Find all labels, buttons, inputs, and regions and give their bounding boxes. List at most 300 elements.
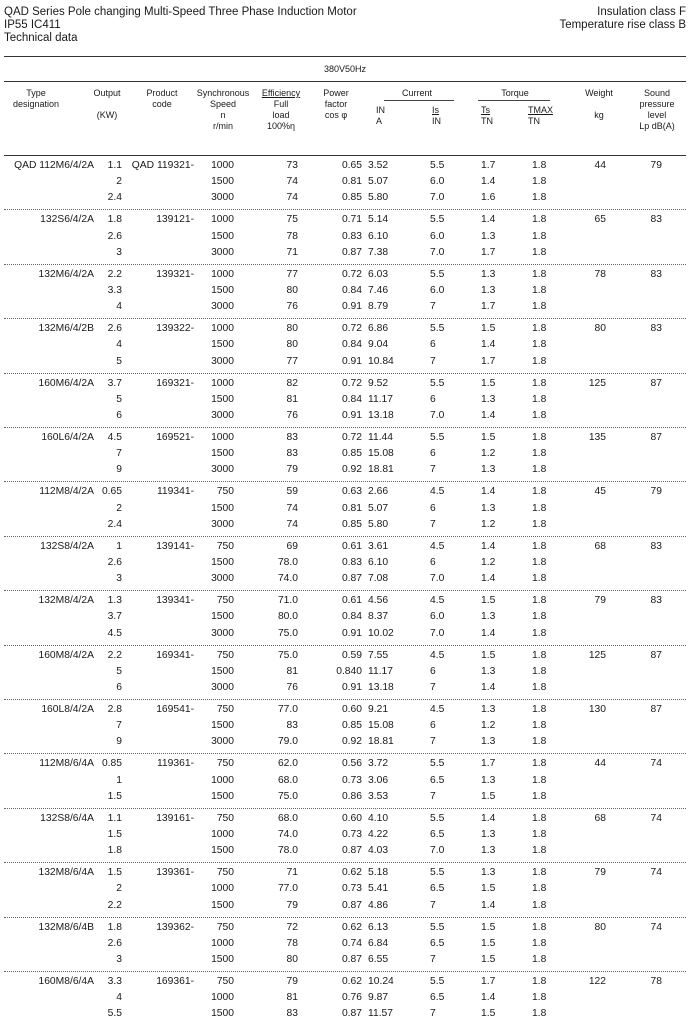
current-ratio-cell: 7.0: [430, 627, 445, 639]
power-factor-cell: 0.74: [341, 937, 362, 949]
rated-current-cell: 2.66: [368, 486, 389, 498]
max-torque-cell: 1.8: [532, 665, 547, 677]
efficiency-cell: 83: [286, 1008, 298, 1020]
max-torque-cell: 1.8: [532, 736, 547, 748]
max-torque-cell: 1.8: [532, 790, 547, 802]
rated-current-cell: 11.17: [368, 393, 394, 405]
speed-cell: 3000: [211, 192, 234, 204]
speed-cell: 1000: [211, 432, 234, 443]
max-torque-cell: 1.8: [532, 953, 547, 965]
speed-cell: 1500: [211, 845, 234, 857]
power-factor-cell: 0.73: [341, 774, 362, 786]
rated-current-cell: 5.80: [368, 518, 389, 530]
protection-rating: IP55 IC411: [4, 19, 61, 31]
output-cell: 2.4: [107, 192, 122, 204]
rated-current-cell: 3.72: [368, 758, 389, 770]
max-torque-cell: 1.8: [532, 393, 547, 405]
starting-torque-cell: 1.7: [481, 758, 496, 770]
sound-level-cell: 74: [650, 921, 662, 933]
output-cell: 1.8: [107, 921, 122, 933]
max-torque-cell: 1.8: [532, 176, 547, 188]
starting-torque-cell: 1.7: [481, 301, 496, 313]
starting-torque-cell: 1.3: [481, 736, 496, 748]
output-cell: 2.4: [107, 518, 122, 530]
efficiency-cell: 79: [286, 899, 298, 911]
rated-current-cell: 4.86: [368, 899, 389, 911]
speed-cell: 1500: [211, 176, 234, 188]
weight-cell: 80: [594, 323, 606, 335]
document-header: [0, 0, 690, 52]
efficiency-cell: 74: [286, 502, 298, 514]
header-efficiency: Efficiency Full load 100%η: [261, 88, 301, 131]
product-code: QAD 119321-: [131, 160, 194, 171]
power-factor-cell: 0.73: [341, 828, 362, 840]
starting-torque-cell: 1.5: [481, 953, 496, 965]
product-code: 139341-: [156, 595, 194, 607]
group-divider: [4, 536, 686, 537]
speed-cell: 750: [216, 486, 234, 498]
starting-torque-cell: 1.3: [481, 828, 496, 840]
starting-torque-cell: 1.5: [481, 323, 496, 335]
power-factor-cell: 0.87: [341, 1008, 362, 1020]
current-ratio-cell: 7.0: [430, 573, 445, 585]
starting-torque-cell: 1.5: [481, 921, 496, 933]
weight-cell: 78: [594, 268, 606, 280]
max-torque-cell: 1.8: [532, 845, 547, 857]
power-factor-cell: 0.81: [341, 502, 362, 514]
speed-cell: 3000: [211, 355, 234, 367]
efficiency-cell: 74: [286, 176, 298, 188]
starting-torque-cell: 1.3: [481, 845, 496, 857]
speed-cell: 1500: [211, 665, 234, 677]
efficiency-cell: 80: [286, 284, 298, 296]
starting-torque-cell: 1.5: [481, 790, 496, 802]
rated-current-cell: 15.08: [368, 720, 394, 732]
speed-cell: 1000: [211, 828, 234, 840]
speed-cell: 1000: [211, 883, 234, 895]
efficiency-cell: 80: [286, 953, 298, 965]
max-torque-cell: 1.8: [532, 160, 547, 171]
output-cell: 1.3: [107, 595, 122, 607]
speed-cell: 750: [216, 704, 234, 715]
power-factor-cell: 0.60: [341, 812, 362, 824]
product-code: 119361-: [156, 758, 194, 770]
sound-level-cell: 79: [650, 160, 662, 171]
group-divider: [4, 481, 686, 482]
type-designation: 112M8/4/2A: [39, 486, 94, 498]
rated-current-cell: 6.13: [368, 921, 389, 933]
rated-current-cell: 18.81: [368, 464, 394, 476]
efficiency-cell: 78: [286, 937, 298, 949]
speed-cell: 750: [216, 976, 234, 987]
starting-torque-cell: 1.3: [481, 268, 496, 280]
max-torque-cell: 1.8: [532, 649, 547, 661]
current-ratio-cell: 6: [430, 339, 436, 351]
output-cell: 4: [116, 992, 122, 1004]
type-designation: 132S8/4/2A: [40, 540, 94, 552]
efficiency-cell: 83: [286, 720, 298, 732]
efficiency-cell: 68.0: [277, 774, 298, 786]
current-ratio-cell: 7: [430, 953, 436, 965]
max-torque-cell: 1.8: [532, 502, 547, 514]
speed-cell: 3000: [211, 573, 234, 585]
output-cell: 2: [116, 883, 122, 895]
power-factor-cell: 0.92: [341, 464, 362, 476]
speed-cell: 750: [216, 812, 234, 824]
group-divider: [4, 427, 686, 428]
rated-current-cell: 7.38: [368, 246, 389, 258]
speed-cell: 1500: [211, 448, 234, 460]
current-ratio-cell: 7: [430, 681, 436, 693]
starting-torque-cell: 1.4: [481, 573, 496, 585]
product-code: 169321-: [156, 377, 194, 389]
power-factor-cell: 0.85: [341, 192, 362, 204]
output-cell: 3.7: [107, 377, 122, 389]
product-code: 119341-: [156, 486, 194, 498]
output-cell: 0.65: [101, 486, 122, 498]
rated-current-cell: 5.07: [368, 176, 389, 188]
weight-cell: 45: [594, 486, 606, 498]
rated-current-cell: 4.22: [368, 828, 389, 840]
speed-cell: 3000: [211, 301, 234, 313]
output-cell: 2: [116, 502, 122, 514]
starting-torque-cell: 1.7: [481, 160, 496, 171]
header-starting-current-ratio: Is IN: [432, 105, 441, 126]
starting-torque-cell: 1.4: [481, 812, 496, 824]
max-torque-cell: 1.8: [532, 540, 547, 552]
power-factor-cell: 0.61: [341, 595, 362, 607]
starting-torque-cell: 1.6: [481, 192, 496, 204]
sound-level-cell: 83: [650, 268, 662, 280]
starting-torque-cell: 1.4: [481, 339, 496, 351]
efficiency-cell: 76: [286, 409, 298, 421]
sound-level-cell: 87: [650, 704, 662, 715]
rated-current-cell: 8.79: [368, 301, 389, 313]
speed-cell: 1000: [211, 323, 234, 335]
rated-current-cell: 4.10: [368, 812, 389, 824]
output-cell: 2.2: [107, 268, 122, 280]
max-torque-cell: 1.8: [532, 937, 547, 949]
output-cell: 1.8: [107, 845, 122, 857]
current-ratio-cell: 7: [430, 518, 436, 530]
weight-cell: 135: [588, 432, 606, 443]
efficiency-cell: 76: [286, 301, 298, 313]
starting-torque-cell: 1.5: [481, 649, 496, 661]
power-factor-cell: 0.84: [341, 611, 362, 623]
power-factor-cell: 0.72: [341, 377, 362, 389]
torque-group-rule: [478, 100, 550, 101]
current-ratio-cell: 6: [430, 720, 436, 732]
rated-current-cell: 3.06: [368, 774, 389, 786]
power-factor-cell: 0.92: [341, 736, 362, 748]
current-ratio-cell: 4.5: [430, 595, 445, 607]
output-cell: 1.5: [107, 790, 122, 802]
product-code: 139322-: [156, 323, 194, 335]
max-torque-cell: 1.8: [532, 284, 547, 296]
header-sound-level: Sound pressure level Lp dB(A): [639, 88, 675, 131]
current-ratio-cell: 7.0: [430, 845, 445, 857]
output-cell: 1.8: [107, 214, 122, 226]
group-divider: [4, 917, 686, 918]
speed-cell: 1500: [211, 899, 234, 911]
efficiency-cell: 75.0: [277, 790, 298, 802]
output-cell: 1: [116, 540, 122, 552]
current-ratio-cell: 5.5: [430, 160, 445, 171]
speed-cell: 1500: [211, 393, 234, 405]
rated-current-cell: 5.18: [368, 867, 389, 879]
speed-cell: 3000: [211, 246, 234, 258]
weight-cell: 130: [588, 704, 606, 715]
product-code: 139121-: [156, 214, 194, 226]
rated-current-cell: 5.80: [368, 192, 389, 204]
current-ratio-cell: 6: [430, 448, 436, 460]
starting-torque-cell: 1.3: [481, 230, 496, 242]
max-torque-cell: 1.8: [532, 899, 547, 911]
max-torque-cell: 1.8: [532, 573, 547, 585]
power-factor-cell: 0.87: [341, 845, 362, 857]
speed-cell: 1500: [211, 556, 234, 568]
starting-torque-cell: 1.4: [481, 992, 496, 1004]
speed-cell: 1500: [211, 502, 234, 514]
starting-torque-cell: 1.3: [481, 284, 496, 296]
rated-current-cell: 6.55: [368, 953, 389, 965]
efficiency-cell: 82: [286, 377, 298, 389]
max-torque-cell: 1.8: [532, 192, 547, 204]
header-starting-torque-ratio: Ts TN: [481, 105, 493, 126]
efficiency-cell: 62.0: [277, 758, 298, 770]
rated-current-cell: 15.08: [368, 448, 394, 460]
current-ratio-cell: 7: [430, 1008, 436, 1020]
rated-current-cell: 7.46: [368, 284, 389, 296]
current-ratio-cell: 5.5: [430, 812, 445, 824]
sound-level-cell: 83: [650, 214, 662, 226]
max-torque-cell: 1.8: [532, 1008, 547, 1020]
speed-cell: 1500: [211, 1008, 234, 1020]
power-factor-cell: 0.84: [341, 393, 362, 405]
sound-level-cell: 83: [650, 595, 662, 607]
product-code: 169521-: [156, 432, 194, 443]
table-top-rule: [4, 56, 686, 57]
current-ratio-cell: 5.5: [430, 323, 445, 335]
starting-torque-cell: 1.5: [481, 1008, 496, 1020]
starting-torque-cell: 1.2: [481, 556, 496, 568]
max-torque-cell: 1.8: [532, 720, 547, 732]
starting-torque-cell: 1.2: [481, 518, 496, 530]
output-cell: 3.7: [107, 611, 122, 623]
max-torque-cell: 1.8: [532, 627, 547, 639]
power-factor-cell: 0.85: [341, 448, 362, 460]
rated-current-cell: 5.07: [368, 502, 389, 514]
power-factor-cell: 0.59: [341, 649, 362, 661]
speed-cell: 3000: [211, 681, 234, 693]
power-factor-cell: 0.65: [341, 160, 362, 171]
type-designation: 160L6/4/2A: [41, 432, 94, 443]
max-torque-cell: 1.8: [532, 409, 547, 421]
power-factor-cell: 0.56: [341, 758, 362, 770]
max-torque-cell: 1.8: [532, 268, 547, 280]
output-cell: 9: [116, 464, 122, 476]
temperature-rise-class: Temperature rise class B: [559, 19, 686, 31]
type-designation: 132S6/4/2A: [40, 214, 94, 226]
starting-torque-cell: 1.4: [481, 176, 496, 188]
current-ratio-cell: 4.5: [430, 540, 445, 552]
output-cell: 6: [116, 681, 122, 693]
weight-cell: 122: [588, 976, 606, 987]
speed-cell: 1000: [211, 160, 234, 171]
starting-torque-cell: 1.5: [481, 377, 496, 389]
speed-cell: 3000: [211, 464, 234, 476]
weight-cell: 125: [588, 649, 606, 661]
starting-torque-cell: 1.4: [481, 681, 496, 693]
starting-torque-cell: 1.4: [481, 899, 496, 911]
speed-cell: 1500: [211, 953, 234, 965]
weight-cell: 125: [588, 377, 606, 389]
current-ratio-cell: 6: [430, 393, 436, 405]
efficiency-cell: 69: [286, 540, 298, 552]
starting-torque-cell: 1.4: [481, 214, 496, 226]
speed-cell: 750: [216, 595, 234, 607]
output-cell: 1.1: [107, 812, 122, 824]
product-code: 139321-: [156, 268, 194, 280]
max-torque-cell: 1.8: [532, 448, 547, 460]
speed-cell: 3000: [211, 518, 234, 530]
efficiency-cell: 80.0: [277, 611, 298, 623]
efficiency-cell: 75.0: [277, 649, 298, 661]
starting-torque-cell: 1.3: [481, 867, 496, 879]
speed-cell: 1500: [211, 284, 234, 296]
rated-current-cell: 6.86: [368, 323, 389, 335]
header-rated-current: IN A: [376, 105, 385, 126]
starting-torque-cell: 1.3: [481, 774, 496, 786]
power-factor-cell: 0.63: [341, 486, 362, 498]
output-cell: 3.3: [107, 976, 122, 987]
header-speed: Synchronous Speed n r/min: [196, 88, 250, 131]
type-designation: 132M6/4/2A: [38, 268, 94, 280]
type-designation: 132M8/6/4B: [38, 921, 94, 933]
group-divider: [4, 264, 686, 265]
speed-cell: 1500: [211, 790, 234, 802]
efficiency-cell: 76: [286, 681, 298, 693]
output-cell: 3.3: [107, 284, 122, 296]
starting-torque-cell: 1.4: [481, 409, 496, 421]
output-cell: 3: [116, 573, 122, 585]
header-weight: Weight kg: [585, 88, 613, 120]
power-factor-cell: 0.87: [341, 899, 362, 911]
output-cell: 1: [116, 774, 122, 786]
product-code: 139141-: [156, 540, 194, 552]
efficiency-cell: 79: [286, 976, 298, 987]
rated-current-cell: 9.52: [368, 377, 389, 389]
max-torque-cell: 1.8: [532, 556, 547, 568]
speed-cell: 3000: [211, 736, 234, 748]
output-cell: 1.5: [107, 828, 122, 840]
power-factor-cell: 0.91: [341, 409, 362, 421]
group-divider: [4, 590, 686, 591]
max-torque-cell: 1.8: [532, 323, 547, 335]
rated-current-cell: 10.02: [368, 627, 394, 639]
output-cell: 4.5: [107, 432, 122, 443]
power-factor-cell: 0.72: [341, 268, 362, 280]
power-factor-cell: 0.81: [341, 176, 362, 188]
rated-current-cell: 5.41: [368, 883, 389, 895]
current-ratio-cell: 6.5: [430, 828, 445, 840]
power-factor-cell: 0.62: [341, 921, 362, 933]
output-cell: 2: [116, 176, 122, 188]
power-factor-cell: 0.86: [341, 790, 362, 802]
product-code: 169541-: [156, 704, 194, 715]
rated-current-cell: 3.52: [368, 160, 389, 171]
output-cell: 7: [116, 720, 122, 732]
weight-cell: 68: [594, 540, 606, 552]
rated-current-cell: 11.44: [368, 432, 394, 443]
header-product-code: Product code: [146, 88, 178, 109]
power-factor-cell: 0.62: [341, 976, 362, 987]
rated-current-cell: 4.03: [368, 845, 389, 857]
current-ratio-cell: 5.5: [430, 921, 445, 933]
group-divider: [4, 753, 686, 754]
header-rule: [4, 81, 686, 82]
max-torque-cell: 1.8: [532, 301, 547, 313]
output-cell: 7: [116, 448, 122, 460]
max-torque-cell: 1.8: [532, 432, 547, 443]
sound-level-cell: 87: [650, 649, 662, 661]
current-ratio-cell: 5.5: [430, 268, 445, 280]
current-ratio-cell: 5.5: [430, 214, 445, 226]
weight-cell: 79: [594, 867, 606, 879]
starting-torque-cell: 1.3: [481, 502, 496, 514]
header-bottom-rule: [4, 155, 686, 156]
sound-level-cell: 74: [650, 758, 662, 770]
power-factor-cell: 0.91: [341, 627, 362, 639]
efficiency-cell: 83: [286, 448, 298, 460]
rated-current-cell: 6.03: [368, 268, 389, 280]
speed-cell: 1000: [211, 214, 234, 226]
power-factor-cell: 0.72: [341, 323, 362, 335]
efficiency-cell: 81: [286, 992, 298, 1004]
efficiency-cell: 74.0: [277, 828, 298, 840]
efficiency-cell: 78.0: [277, 556, 298, 568]
starting-torque-cell: 1.3: [481, 704, 496, 715]
rated-current-cell: 9.21: [368, 704, 389, 715]
weight-cell: 44: [594, 160, 606, 171]
speed-cell: 1000: [211, 377, 234, 389]
current-ratio-cell: 7.0: [430, 409, 445, 421]
current-ratio-cell: 6.5: [430, 774, 445, 786]
rated-current-cell: 5.14: [368, 214, 389, 226]
max-torque-cell: 1.8: [532, 883, 547, 895]
output-cell: 1.1: [107, 160, 122, 171]
max-torque-cell: 1.8: [532, 921, 547, 933]
current-ratio-cell: 7: [430, 464, 436, 476]
efficiency-cell: 81: [286, 665, 298, 677]
starting-torque-cell: 1.7: [481, 246, 496, 258]
current-ratio-cell: 5.5: [430, 976, 445, 987]
weight-cell: 80: [594, 921, 606, 933]
supply-label: 380V50Hz: [323, 64, 367, 74]
efficiency-cell: 80: [286, 323, 298, 335]
current-ratio-cell: 6: [430, 556, 436, 568]
speed-cell: 1000: [211, 268, 234, 280]
max-torque-cell: 1.8: [532, 992, 547, 1004]
output-cell: 2.6: [107, 230, 122, 242]
speed-cell: 750: [216, 540, 234, 552]
output-cell: 5.5: [107, 1008, 122, 1020]
header-output: Output (KW): [93, 88, 121, 120]
efficiency-cell: 59: [286, 486, 298, 498]
header-type: Type designation: [12, 88, 60, 109]
efficiency-cell: 78: [286, 230, 298, 242]
current-ratio-cell: 7: [430, 790, 436, 802]
